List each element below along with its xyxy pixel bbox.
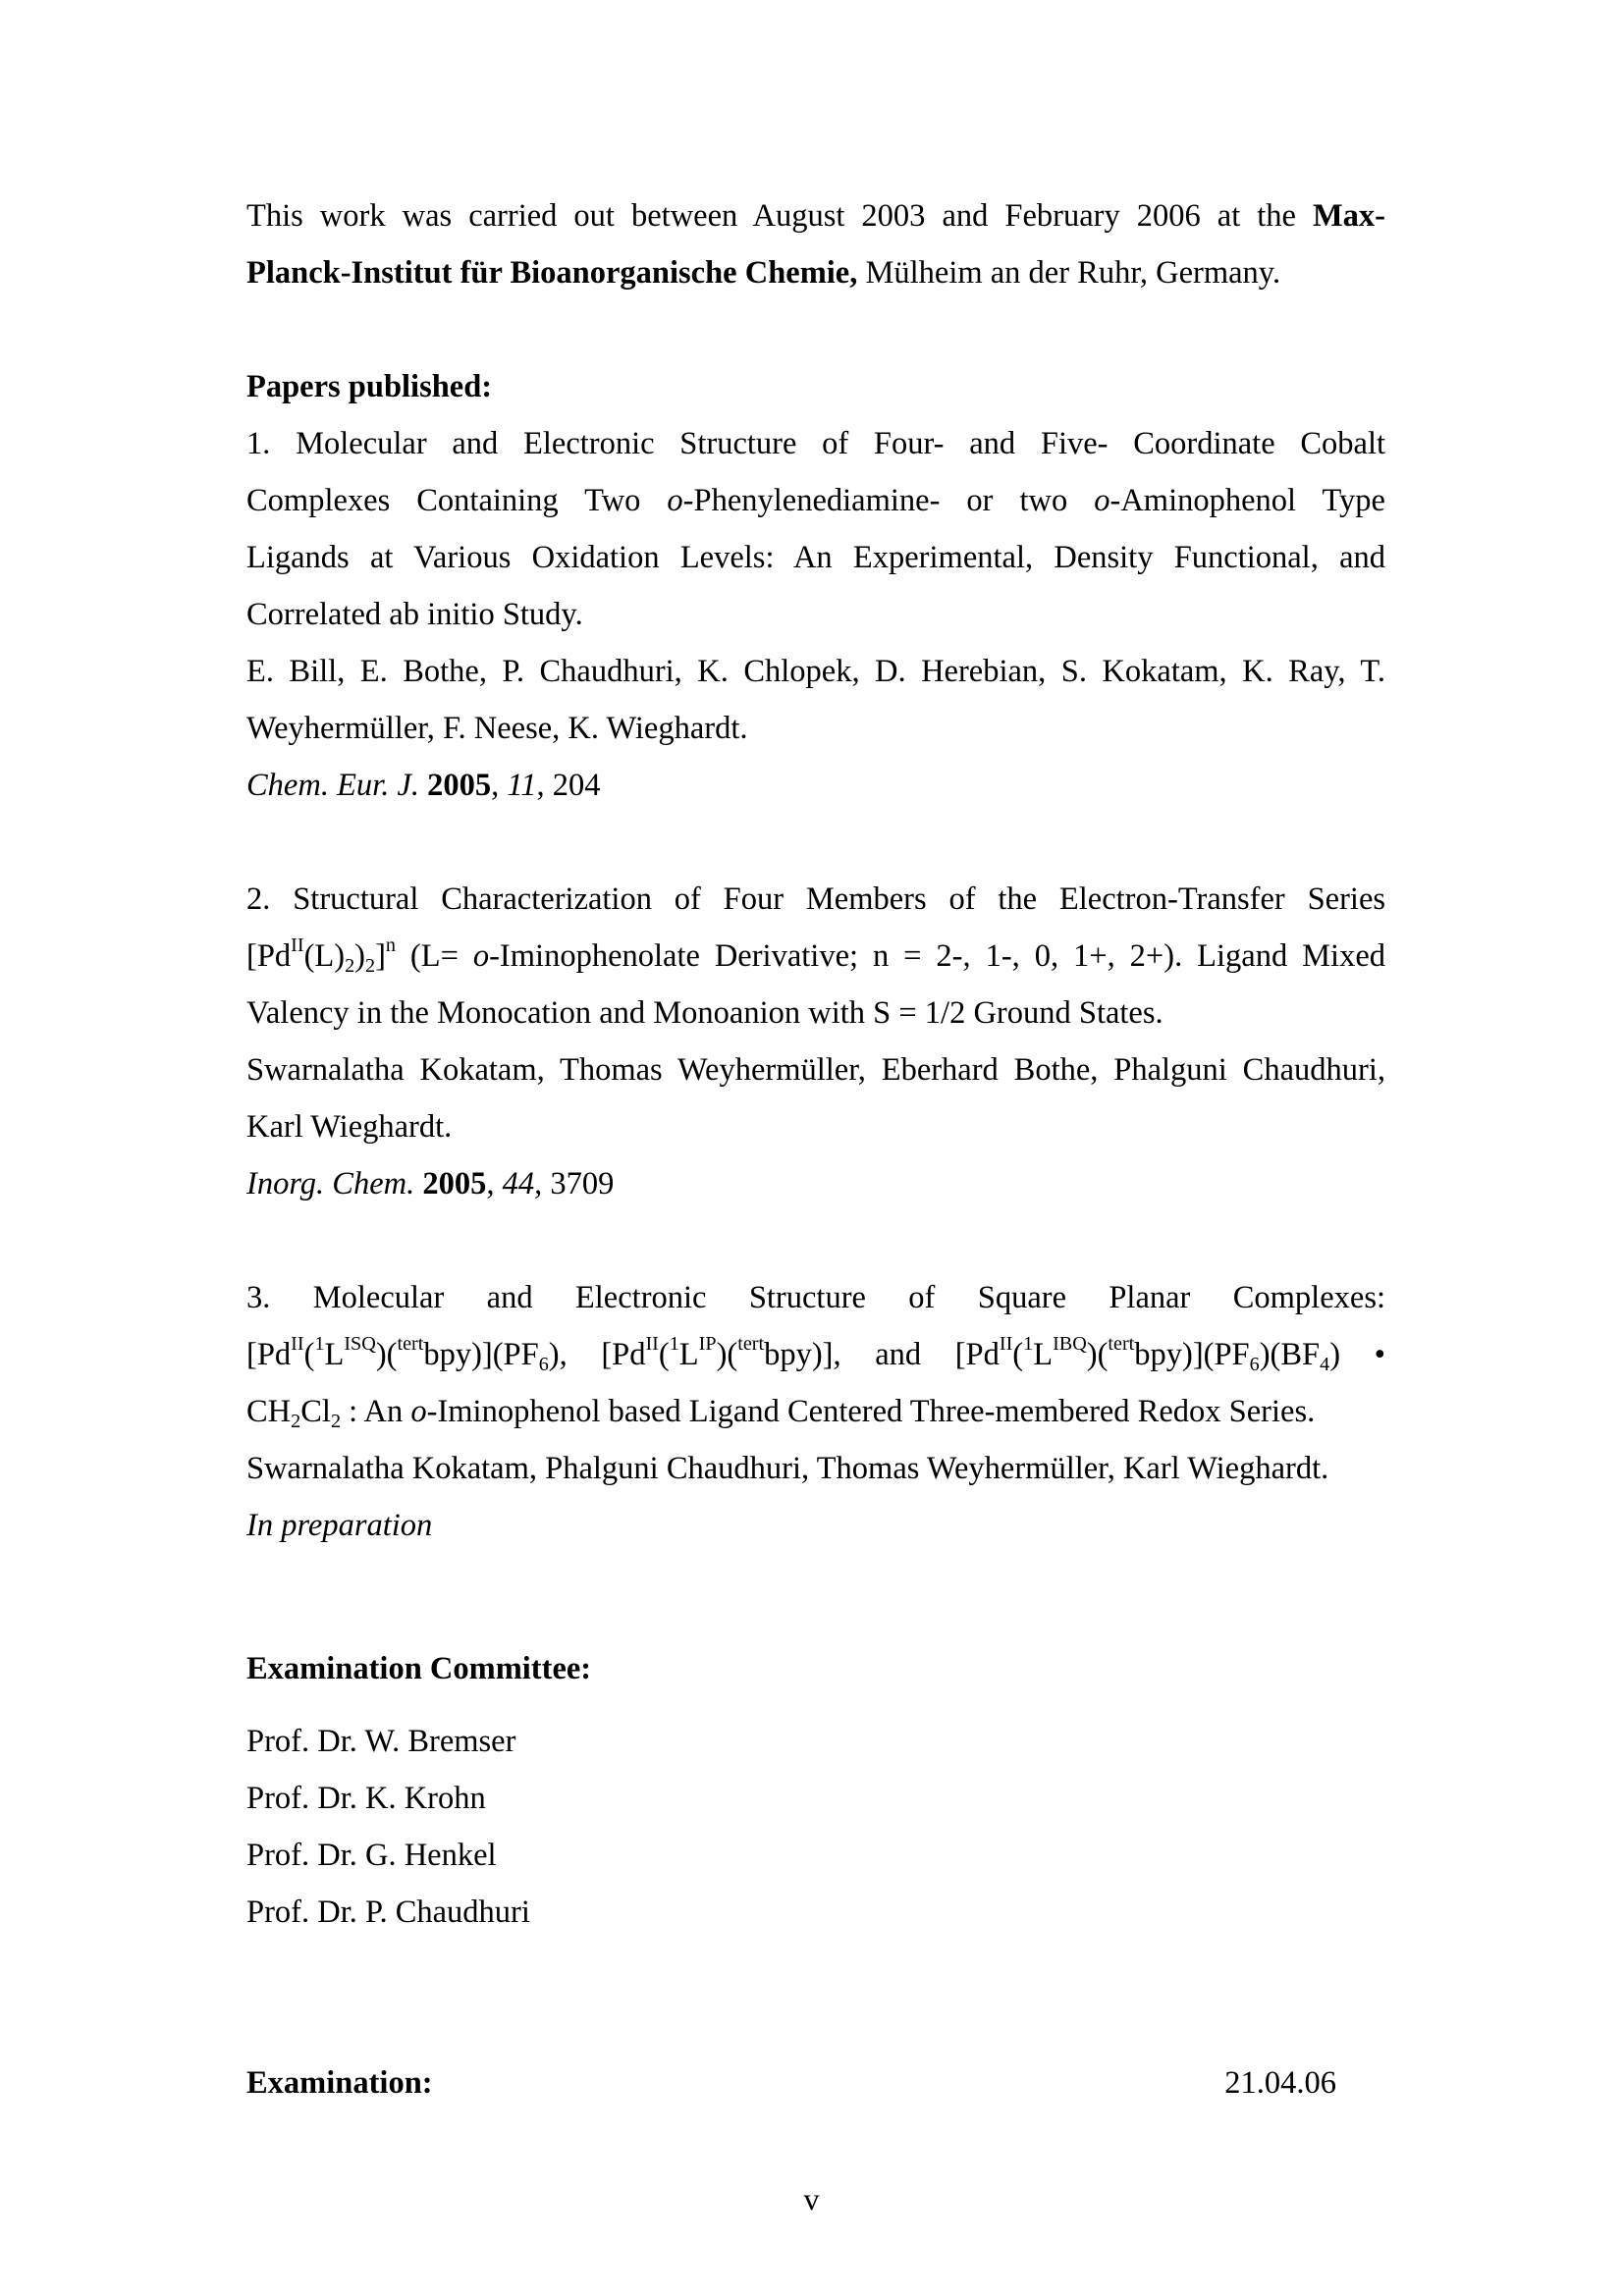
paper-1-citation: Chem. Eur. J. 2005, 11, 204	[246, 768, 601, 803]
paper-2	[246, 871, 1385, 1212]
committee-member: Prof. Dr. K. Krohn	[246, 1781, 486, 1816]
paper-1	[246, 415, 1385, 814]
paper-2-title-line-3: Valency in the Monocation and Monoanion with S = 1/2 Ground States.	[246, 995, 1163, 1031]
paper-3-status: In preparation	[246, 1508, 433, 1543]
committee-section	[246, 1640, 1385, 1941]
paper-2-citation: Inorg. Chem. 2005, 44, 3709	[246, 1166, 615, 1201]
committee-member: Prof. Dr. G. Henkel	[246, 1838, 497, 1873]
papers-section	[246, 358, 1385, 1554]
committee-heading: Examination Committee:	[246, 1651, 592, 1686]
paper-3-title-line-2: $[Pd^{II}(^1L^{ISQ})(^{tert}bpy)](PF_6)$, $[Pd^{II}(^1L^{IP})(^{tert}bpy)]$, and $[Pd^{II}(^1L^{IBQ})(^{tert}bpy)](PF_6)(BF_4)$ •	[246, 1332, 1385, 1376]
page-number: v	[803, 2181, 820, 2216]
paper-2-title-line-1: 2. Structural Characterization of Four Members of the Electron-Transfer Series	[246, 881, 1386, 917]
intro-line-1: This work was carried out between August 2003 and February 2006 at the Max-	[246, 198, 1385, 234]
paper-2-authors-line-1: Swarnalatha Kokatam, Thomas Weyhermüller, Eberhard Bothe, Phalguni Chaudhuri,	[246, 1052, 1385, 1088]
paper-1-authors-line-2: Weyhermüller, F. Neese, K. Wieghardt.	[246, 711, 748, 746]
papers-heading: Papers published:	[246, 369, 493, 404]
paper-3	[246, 1269, 1385, 1554]
intro-paragraph	[246, 187, 1385, 301]
committee-member: Prof. Dr. W. Bremser	[246, 1724, 516, 1759]
paper-3-authors: Swarnalatha Kokatam, Phalguni Chaudhuri, Thomas Weyhermüller, Karl Wieghardt.	[246, 1451, 1329, 1486]
paper-2-authors-line-2: Karl Wieghardt.	[246, 1109, 453, 1145]
committee-member: Prof. Dr. P. Chaudhuri	[246, 1895, 530, 1930]
paper-2-title-line-2: $[Pd^{II}(L)_2)_2]^n$ (L= o-Iminophenolate Derivative; n = 2-, 1-, 0, 1+, 2+). Ligand Mixed	[246, 934, 1385, 978]
paper-1-title-line: Ligands at Various Oxidation Levels: An Experimental, Density Functional, and	[246, 540, 1385, 575]
examination-date: 21.04.06	[1224, 2065, 1336, 2101]
paper-1-title-line: 1. Molecular and Electronic Structure of Four- and Five- Coordinate Cobalt	[246, 426, 1385, 461]
paper-3-title-line-1: 3. Molecular and Electronic Structure of Square Planar Complexes:	[246, 1280, 1385, 1315]
paper-1-title-line: Complexes Containing Two o-Phenylenediamine- or two o-Aminophenol Type	[246, 483, 1385, 518]
paper-1-authors-line-1: E. Bill, E. Bothe, P. Chaudhuri, K. Chlopek, D. Herebian, S. Kokatam, K. Ray, T.	[246, 654, 1385, 689]
examination-label: Examination:	[246, 2065, 433, 2101]
examination-row	[246, 2055, 1336, 2111]
intro-line-2: Planck-Institut für Bioanorganische Chemie, Mülheim an der Ruhr, Germany.	[246, 255, 1281, 291]
paper-3-title-line-3: $CH_2Cl_2$ : An o-Iminophenol based Ligand Centered Three-membered Redox Series.	[246, 1394, 1316, 1433]
paper-1-title-last: Correlated ab initio Study.	[246, 597, 583, 632]
